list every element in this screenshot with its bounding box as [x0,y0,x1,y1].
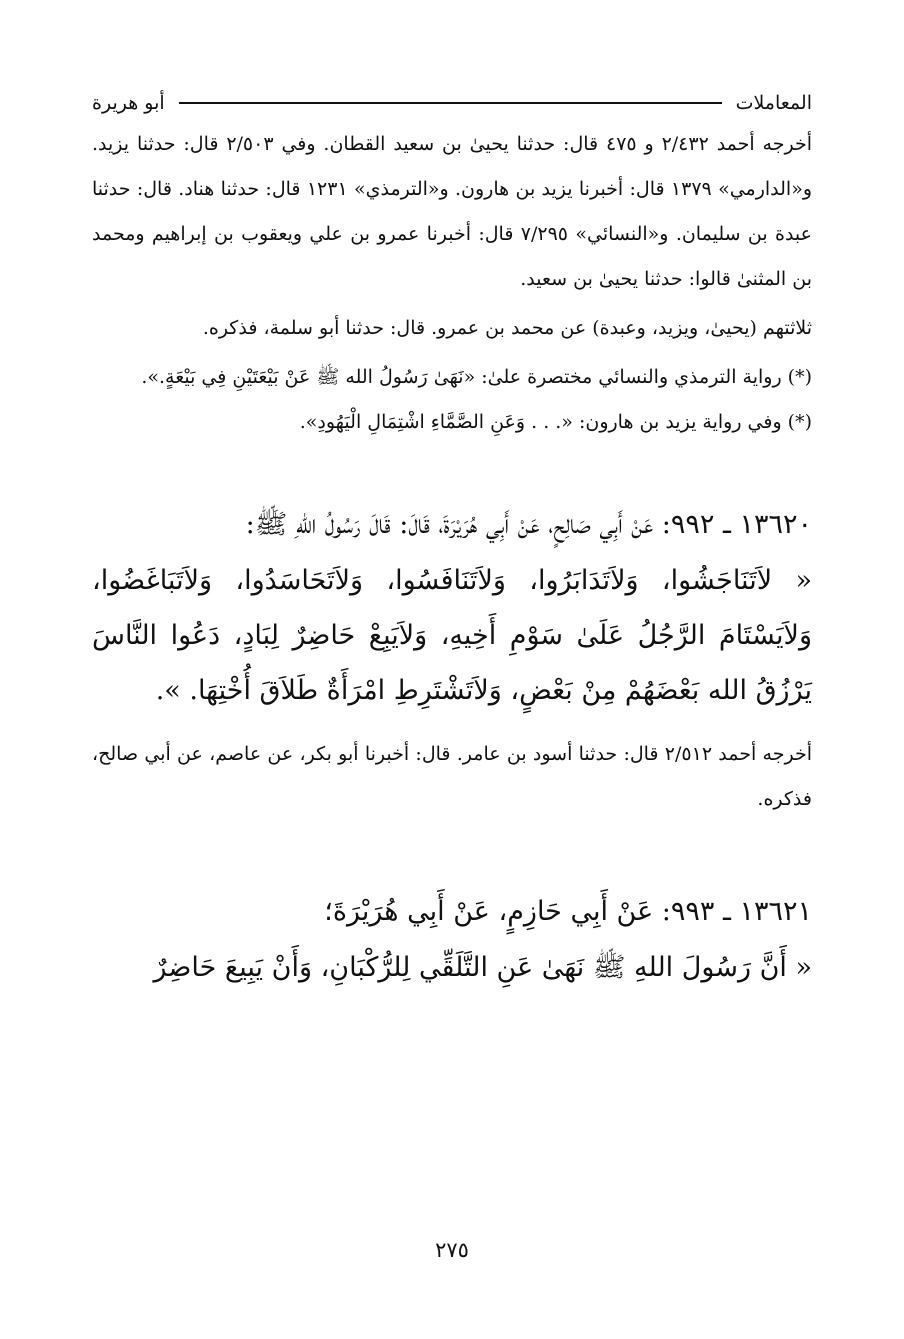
book-page [92,80,812,1320]
hadith-13621-heading: ١٣٦٢١ ـ ٩٩٣: عَنْ أَبِي حَازِمٍ، عَنْ أَبِي هُرَيْرَةَ؛ [324,896,812,927]
footnote-tirmidhi-nasai: (*) رواية الترمذي والنسائي مختصرة علىٰ: «نَهَىٰ رَسُولُ الله ﷺ عَنْ بَيْعَتَيْنِ فِي بَيْعَةٍ.». [141,366,812,388]
hadith-13620-source: أخرجه أحمد ٢/٥١٢ قال: حدثنا أسود بن عامر. قال: أخبرنا أبو بكر، عن عاصم، عن أبي صالح، فذكره. [92,743,812,810]
header-narrator-name: أبو هريرة [92,92,165,114]
page-number: ٢٧٥ [435,1238,469,1262]
running-header [92,80,812,114]
hadith-13620-text: « لاَتَنَاجَشُوا، وَلاَتَدَابَرُوا، وَلاَتَنَافَسُوا، وَلاَتَحَاسَدُوا، وَلاَتَبَاغَضُوا، وَلاَيَسْتَامَ الرَّجُلُ عَلَىٰ سَوْمِ أَخِيهِ، وَلاَيَبِعْ حَاضِرٌ لِبَادٍ، دَعُوا النَّاسَ يَرْزُقُ الله بَعْضَهُمْ مِنْ بَعْضٍ، وَلاَتَشْتَرِطِ امْرَأَةٌ طَلاَقَ أُخْتِهَا. ». [92,565,812,706]
header-rule [179,102,722,104]
footnote-yazid: (*) وفي رواية يزيد بن هارون: «. . . وَعَنِ الصَّمَّاءِ اشْتِمَالِ الْيَهُودِ». [299,411,812,433]
chain-paragraph: ثلاثتهم (يحيىٰ، ويزيد، وعبدة) عن محمد بن عمرو. قال: حدثنا أبو سلمة، فذكره. [202,317,812,339]
takhrij-paragraph: أخرجه أحمد ٢/٤٣٢ و ٤٧٥ قال: حدثنا يحيىٰ بن سعيد القطان. وفي ٢/٥٠٣ قال: حدثنا يزيد. و«الدارمي» ١٣٧٩ قال: أخبرنا يزيد بن هارون. و«الترمذي» ١٢٣١ قال: حدثنا هناد. قال: حدثنا عبدة بن سليمان. و«النسائي» ٧/٢٩٥ قال: أخبرنا عمرو بن علي ويعقوب بن إبراهيم ومحمد بن المثنىٰ قالوا: حدثنا يحيىٰ بن سعيد. [92,133,812,290]
header-chapter-title: المعاملات [735,92,812,114]
hadith-13620-heading: ١٣٦٢٠ ـ ٩٩٢: عَنْ أَبِي صَالِحٍ، عَنْ أَبِي هُرَيْرَةَ، قَالَ: قَالَ رَسُولُ اللهِ ﷺ: [245,509,812,540]
hadith-13621-text: « أَنَّ رَسُولَ اللهِ ﷺ نَهَىٰ عَنِ التَّلَقِّي لِلرُّكْبَانِ، وَأَنْ يَبِيعَ حَاضِرٌ [153,952,812,983]
